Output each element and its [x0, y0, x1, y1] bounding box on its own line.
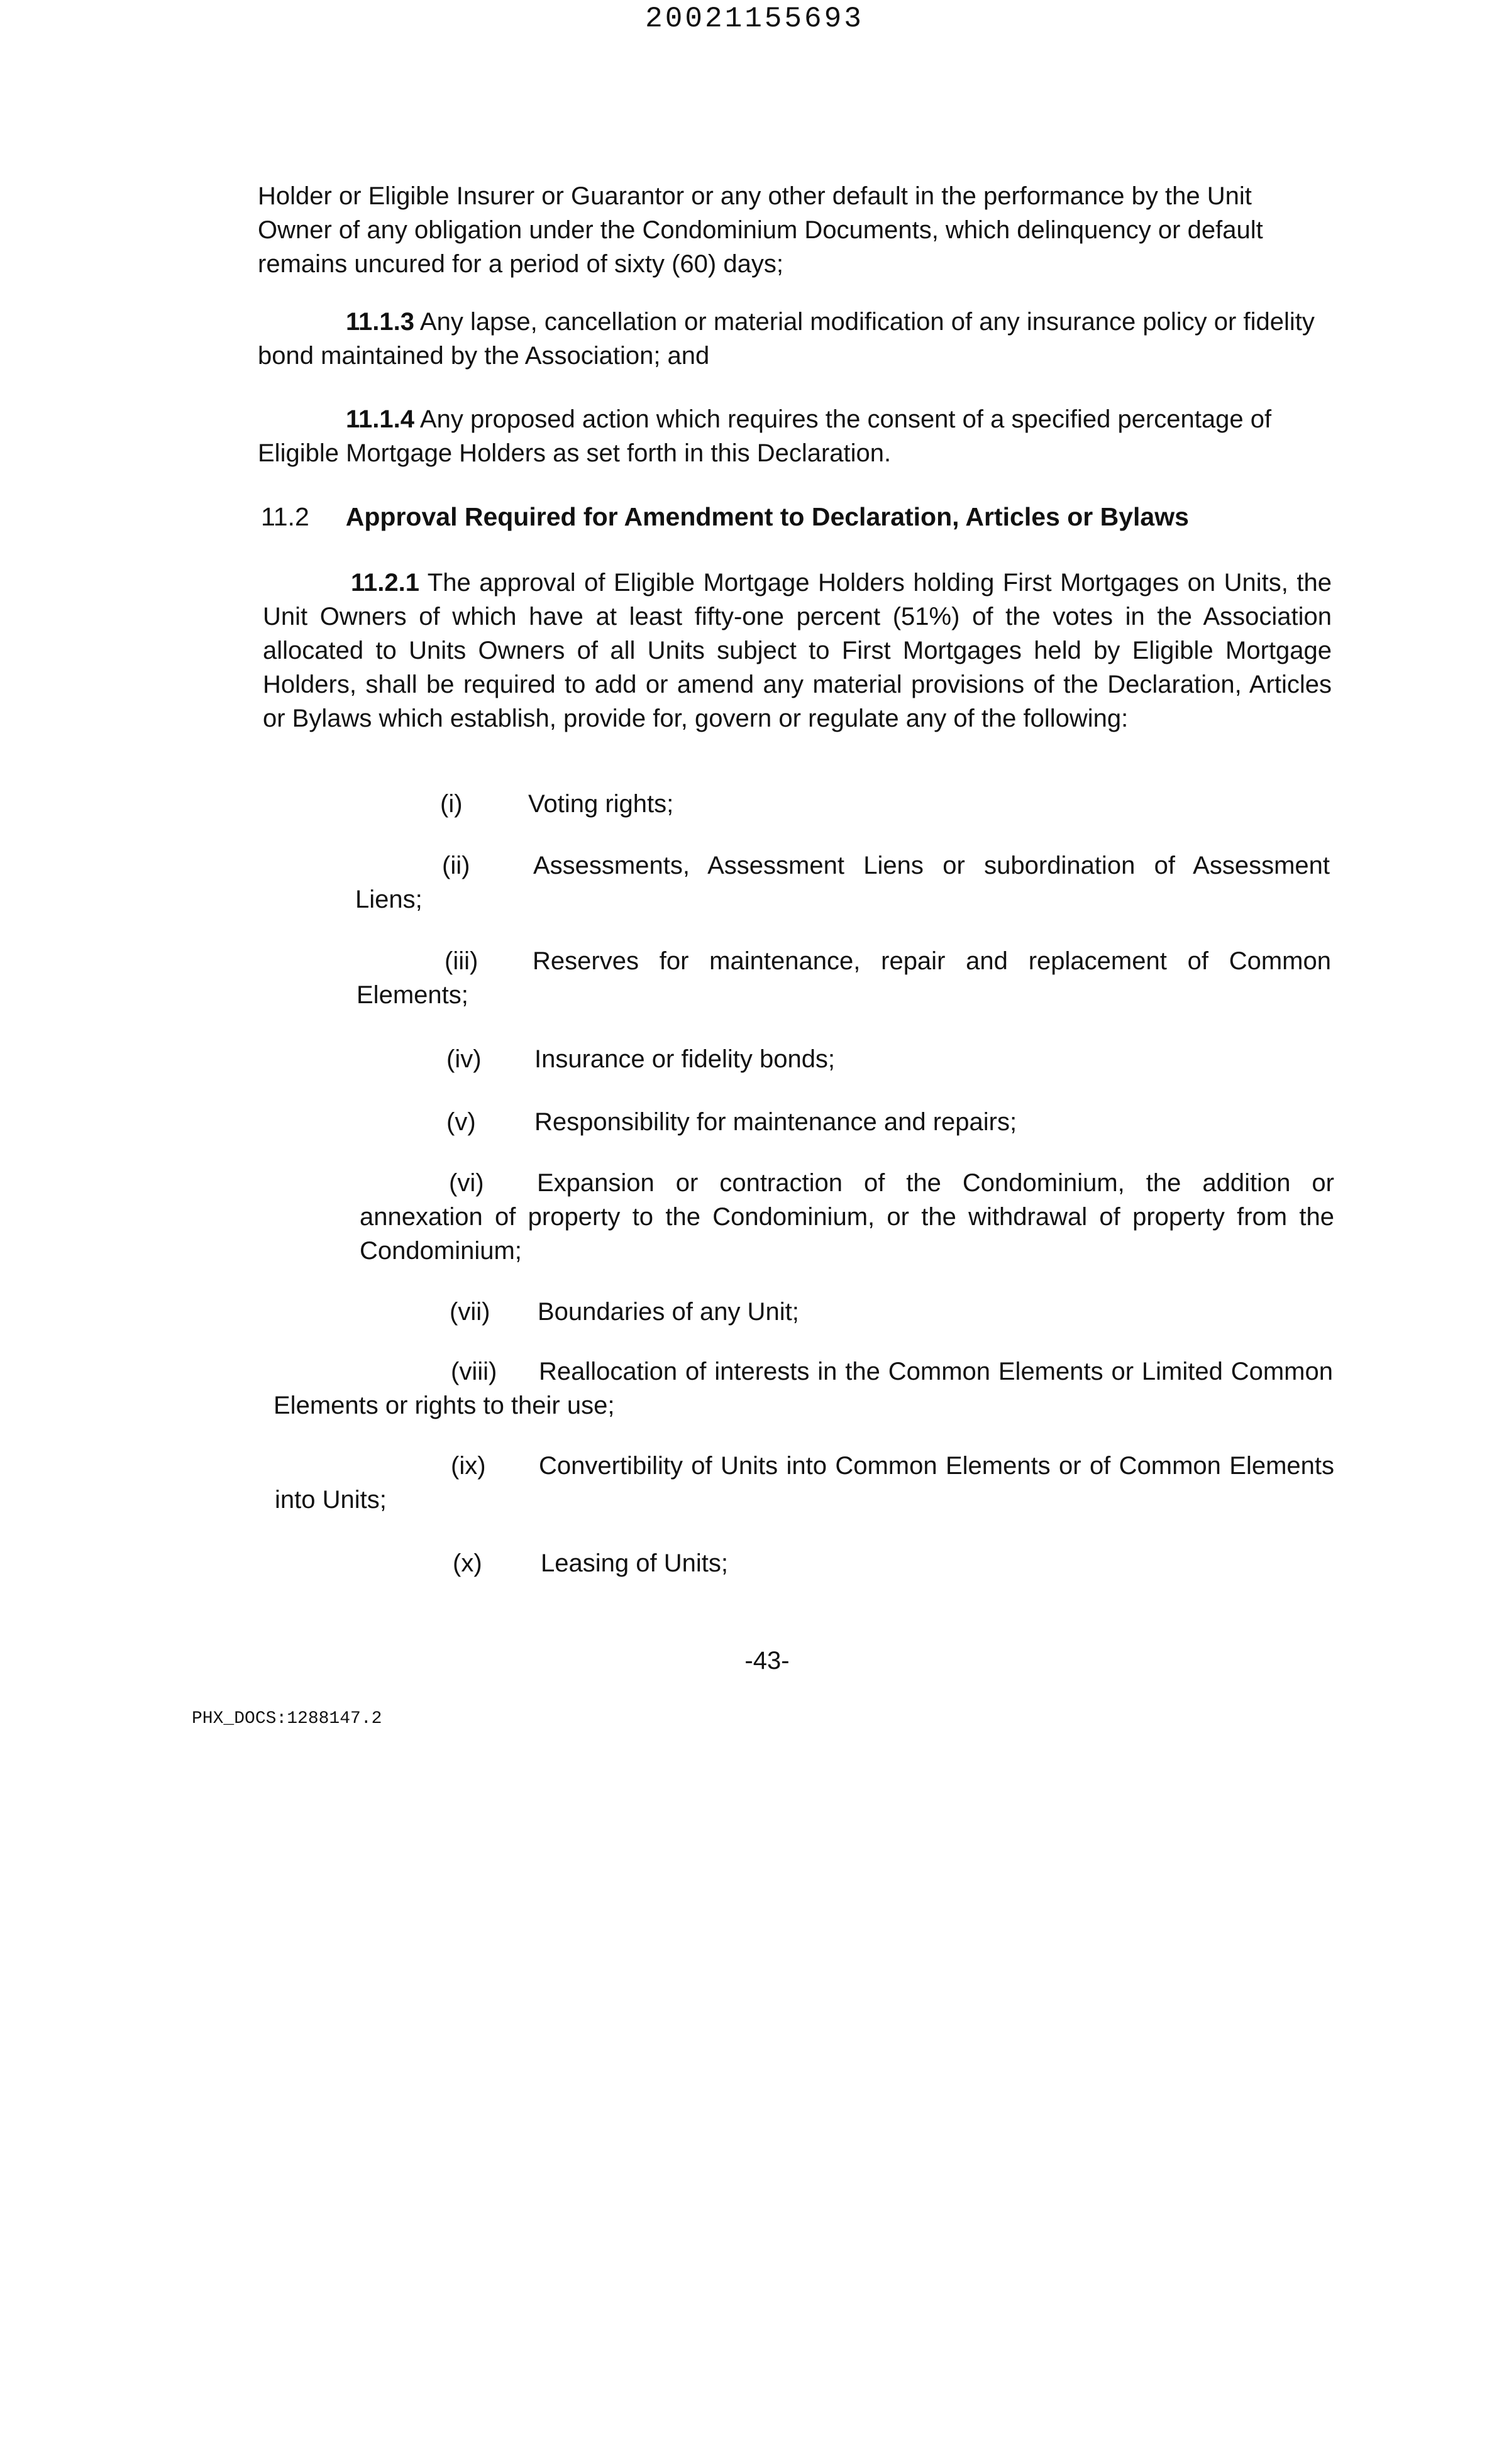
page-number: -43-	[744, 1647, 790, 1675]
list-item	[360, 1166, 1334, 1268]
paragraph-11-1-4	[258, 402, 1327, 470]
list-item	[275, 1449, 1334, 1517]
list-item-label: (x)	[453, 1549, 482, 1577]
list-item-label: (v)	[446, 1108, 476, 1136]
list-item-text: Boundaries of any Unit;	[538, 1298, 799, 1326]
list-item	[446, 1042, 835, 1076]
list-item-text: Reallocation of interests in the Common Elements or Limited Common Elements or rights to their use;	[274, 1358, 1333, 1419]
list-item-text: Leasing of Units;	[541, 1549, 728, 1577]
list-item-label: (vii)	[450, 1298, 490, 1326]
section-number-11-1-3: 11.1.3	[346, 308, 415, 336]
list-item-text: Reserves for maintenance, repair and replacement of Common Elements;	[357, 947, 1331, 1009]
document-reference: PHX_DOCS:1288147.2	[192, 1709, 382, 1729]
list-item-label: (ix)	[451, 1452, 486, 1480]
list-item-text: Assessments, Assessment Liens or subordination of Assessment Liens;	[355, 852, 1330, 913]
list-item	[355, 849, 1330, 916]
list-item-label: (vi)	[449, 1169, 484, 1197]
section-heading-number: 11.2	[261, 502, 309, 531]
section-text-11-1-3: Any lapse, cancellation or material modification of any insurance policy or fidelity bond maintained by the Association; and	[258, 308, 1315, 370]
list-item	[453, 1546, 728, 1580]
list-item	[274, 1355, 1333, 1422]
section-heading-11-2	[261, 500, 1189, 534]
section-number-11-2-1: 11.2.1	[351, 569, 420, 597]
list-item-label: (iv)	[446, 1045, 482, 1073]
list-item-text: Voting rights;	[528, 790, 674, 818]
list-item-text: Insurance or fidelity bonds;	[534, 1045, 836, 1073]
section-number-11-1-4: 11.1.4	[346, 405, 415, 433]
section-text-11-2-1: The approval of Eligible Mortgage Holders holding First Mortgages on Units, the Unit Owners of which have at least fifty-one percent (51%) of the votes in the Association allocated to Units Owners of all Units subject to First Mortgages held by Eligible Mortgage Holders, shall be required to add or amend any material provisions of the Declaration, Articles or Bylaws which establish, provide for, govern or regulate any of the following:	[263, 569, 1332, 732]
list-item-text: Expansion or contraction of the Condominium, the addition or annexation of property to the Condominium, or the withdrawal of property from the Condominium;	[360, 1169, 1334, 1265]
list-item-label: (i)	[440, 790, 463, 818]
paragraph-11-1-3	[258, 305, 1327, 373]
paragraph-11-2-1	[263, 566, 1332, 735]
list-item	[446, 1105, 1017, 1139]
paragraph-continuation: Holder or Eligible Insurer or Guarantor or any other default in the performance by the Unit Owner of any obligation under the Condominium Documents, which delinquency or default remains uncured for a period of sixty (60) days;	[258, 182, 1263, 278]
list-item-text: Convertibility of Units into Common Elements or of Common Elements into Units;	[275, 1452, 1334, 1514]
section-heading-title: Approval Required for Amendment to Declaration, Articles or Bylaws	[345, 502, 1189, 531]
list-item	[450, 1295, 799, 1329]
list-item-label: (ii)	[442, 852, 470, 879]
document-number: 20021155693	[645, 3, 864, 35]
section-text-11-1-4: Any proposed action which requires the consent of a specified percentage of Eligible Mortgage Holders as set forth in this Declaration.	[258, 405, 1272, 467]
list-item-text: Responsibility for maintenance and repairs;	[534, 1108, 1017, 1136]
list-item	[440, 787, 673, 821]
list-item-label: (viii)	[451, 1358, 497, 1385]
list-item	[357, 944, 1331, 1012]
list-item-label: (iii)	[445, 947, 478, 975]
